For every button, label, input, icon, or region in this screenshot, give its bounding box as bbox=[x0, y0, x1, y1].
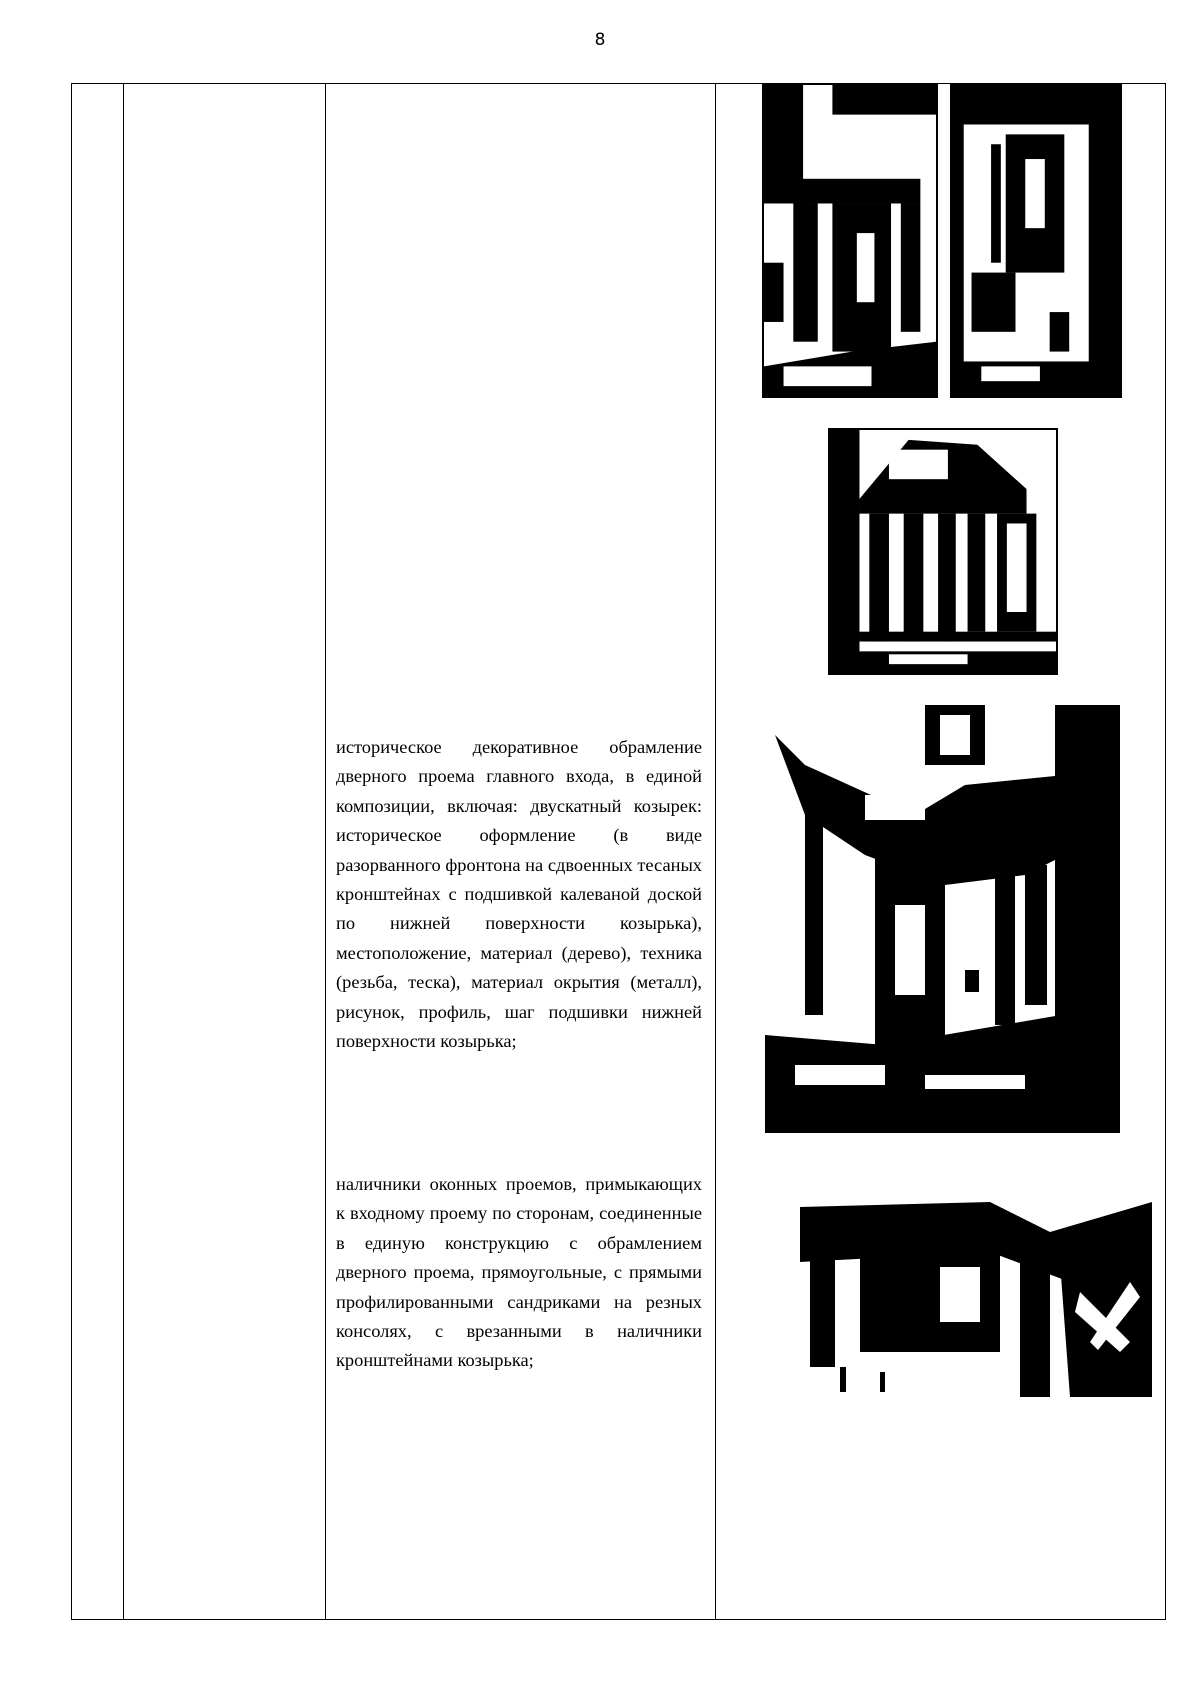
photo-gable-canopy bbox=[765, 705, 1120, 1133]
photo-window-pediment bbox=[828, 428, 1058, 675]
page-number: 8 bbox=[594, 30, 606, 50]
photo-entrance-right bbox=[950, 83, 1122, 398]
column-divider-3 bbox=[715, 84, 716, 1619]
column-divider-2 bbox=[325, 84, 326, 1619]
column-divider-1 bbox=[123, 84, 124, 1619]
photo-window-sandrik bbox=[790, 1172, 1152, 1397]
description-door-frame: историческое декоративное обрамление дверного проема главного входа, в единой композиции, включая: двускатный козырек: историческое оформление (в виде разорванного фронтона на сдвоенных тесаных кронштейнах с подшивкой калеваной доской по нижней поверхности козырька), местоположение, материал (дерево), техника (резьба, теска), материал окрытия (металл), рисунок, профиль, шаг подшивки нижней поверхности козырька; bbox=[336, 737, 702, 1052]
description-window-surrounds: наличники оконных проемов, примыкающих к входному проему по сторонам, соединенные в единую конструкцию с обрамлением дверного проема, прямоугольные, с прямыми профилированными сандриками на резных консолях, с врезанными в наличники кронштейнами козырька; bbox=[336, 1174, 702, 1371]
photo-entrance-left bbox=[762, 83, 938, 398]
